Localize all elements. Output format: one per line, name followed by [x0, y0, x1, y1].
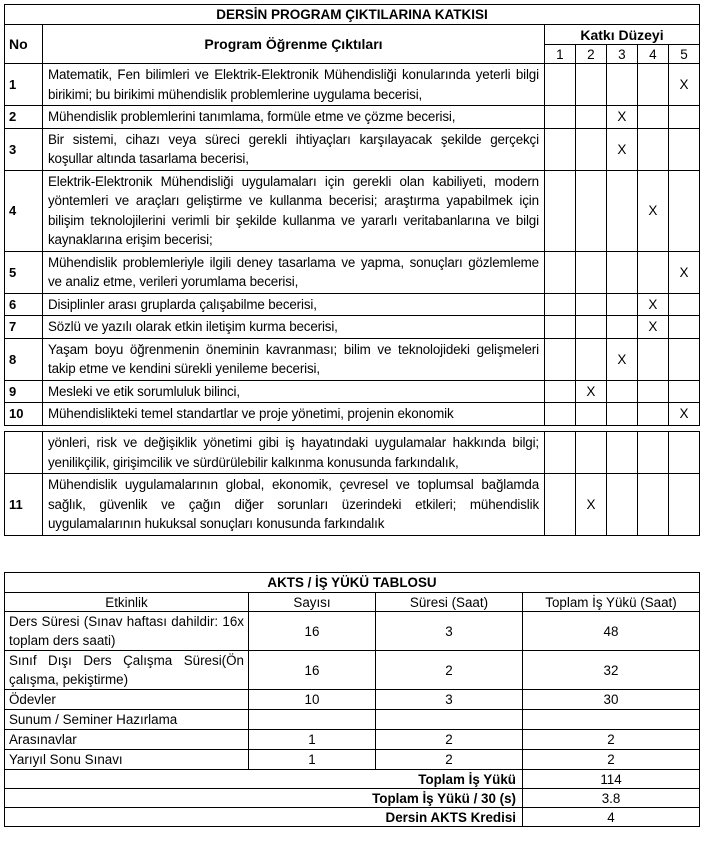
- column-header-duration: Süresi (Saat): [376, 593, 523, 612]
- level-cell-4: [637, 128, 668, 170]
- level-cell-5: [668, 293, 699, 316]
- level-cell-1: [544, 170, 575, 251]
- workload-table-title: AKTS / İŞ YÜKÜ TABLOSU: [5, 573, 700, 593]
- table-row: [5, 750, 700, 770]
- summary-label: Toplam İş Yükü / 30 (s): [5, 789, 523, 808]
- table-row: [5, 338, 700, 380]
- outcome-text: yönleri, risk ve değişiklik yönetimi gibi iş hayatındaki uygulamalar hakkında bilgi; yenilikçilik, girişimcilik ve sürdürülebilir kalkınma konusunda farkındalık,: [43, 432, 545, 474]
- level-cell-2: [575, 403, 606, 426]
- activity-cell: Ödevler: [5, 690, 249, 710]
- outcome-number: 10: [5, 403, 43, 426]
- outcome-number: 4: [5, 170, 43, 251]
- table-row: [5, 128, 700, 170]
- duration-cell: 3: [376, 612, 523, 651]
- activity-cell: Sunum / Seminer Hazırlama: [5, 710, 249, 730]
- level-cell-4: [637, 293, 668, 316]
- outcome-text: Mühendislik problemleriyle ilgili deney tasarlama ve yapma, sonuçları gözlemleme ve analiz etme, verileri yorumlama becerisi,: [43, 251, 545, 293]
- level-cell-1: [544, 338, 575, 380]
- contribution-mark: X: [617, 141, 627, 157]
- level-cell-4: [637, 380, 668, 403]
- level-cell-1: [544, 128, 575, 170]
- count-cell: 10: [249, 690, 376, 710]
- outcome-text: Elektrik-Elektronik Mühendisliği uygulamaları için gerekli olan kabiliyeti, modern yöntemleri ve araçları geliştirme ve kullanma becerisi; araştırma yapabilmek için bilişim teknolojilerini verimli bir şekilde kullanma ve yararlı veritabanlarına ve bilgi kaynaklarına erişim becerisi;: [43, 170, 545, 251]
- outcome-text: Sözlü ve yazılı olarak etkin iletişim kurma becerisi,: [43, 316, 545, 339]
- summary-label: Toplam İş Yükü: [5, 770, 523, 789]
- summary-row: [5, 808, 700, 827]
- contribution-mark: X: [648, 319, 658, 335]
- duration-cell: 2: [376, 750, 523, 770]
- level-cell-2: [575, 316, 606, 339]
- column-header-total: Toplam İş Yükü (Saat): [523, 593, 700, 612]
- summary-value: 4: [523, 808, 700, 827]
- count-cell: 16: [249, 651, 376, 690]
- outcome-text: Mühendislikteki temel standartlar ve proje yönetimi, projenin ekonomik: [43, 403, 545, 426]
- duration-cell: 2: [376, 730, 523, 750]
- level-cell-5: [669, 474, 700, 536]
- total-cell: [523, 710, 700, 730]
- level-cell-1: [544, 380, 575, 403]
- level-cell-1: [544, 106, 575, 129]
- contribution-mark: X: [617, 351, 627, 367]
- level-header-4: 4: [637, 45, 668, 64]
- level-header-3: 3: [606, 45, 637, 64]
- level-header-1: 1: [544, 45, 575, 64]
- level-cell-2: [575, 338, 606, 380]
- table-row: [5, 432, 700, 474]
- level-cell-5: [668, 106, 699, 129]
- level-cell-1: [544, 251, 575, 293]
- outcome-number: 7: [5, 316, 43, 339]
- level-cell-2: [575, 380, 606, 403]
- level-cell-5: [668, 380, 699, 403]
- level-cell-3: [606, 64, 637, 106]
- table-row: [5, 293, 700, 316]
- contribution-mark: X: [679, 264, 689, 280]
- level-cell-3: [606, 403, 637, 426]
- activity-cell: Sınıf Dışı Ders Çalışma Süresi(Ön çalışma, pekiştirme): [5, 651, 249, 690]
- summary-row: [5, 770, 700, 789]
- level-cell-2: [575, 128, 606, 170]
- column-header-contribution-level: Katkı Düzeyi: [544, 25, 699, 45]
- level-cell-2: [575, 106, 606, 129]
- program-outcomes-table: [4, 4, 700, 426]
- table-row: [5, 612, 700, 651]
- outcome-number: 2: [5, 106, 43, 129]
- level-cell-3: [606, 128, 637, 170]
- level-cell-4: [637, 403, 668, 426]
- count-cell: [249, 710, 376, 730]
- count-cell: 16: [249, 612, 376, 651]
- program-outcomes-table-continued: [4, 431, 700, 536]
- level-cell-5: [668, 403, 699, 426]
- table-row: [5, 170, 700, 251]
- table-row: [5, 730, 700, 750]
- level-header-2: 2: [575, 45, 606, 64]
- table-row: [5, 316, 700, 339]
- total-cell: 2: [523, 730, 700, 750]
- outcome-text: Matematik, Fen bilimleri ve Elektrik-Elektronik Mühendisliği konularında yeterli bilgi birikimi; bu birikimi mühendislik problemlerine uygulama becerisi,: [43, 64, 545, 106]
- level-cell-1: [544, 293, 575, 316]
- level-cell-3: [606, 106, 637, 129]
- level-cell-2: [575, 64, 606, 106]
- level-cell-3: [606, 338, 637, 380]
- level-cell-4: [638, 474, 669, 536]
- level-cell-4: [637, 170, 668, 251]
- level-cell-2: [575, 170, 606, 251]
- outcome-number: 11: [5, 474, 43, 536]
- summary-value: 114: [523, 770, 700, 789]
- level-cell-4: [637, 338, 668, 380]
- duration-cell: 3: [376, 690, 523, 710]
- table-row: [5, 474, 700, 536]
- count-cell: 1: [249, 730, 376, 750]
- outcome-text: Disiplinler arası gruplarda çalışabilme becerisi,: [43, 293, 545, 316]
- level-cell-5: [669, 432, 700, 474]
- outcome-number: 9: [5, 380, 43, 403]
- outcome-number: 5: [5, 251, 43, 293]
- outcome-number: 1: [5, 64, 43, 106]
- outcome-number: [5, 432, 43, 474]
- column-header-count: Sayısı: [249, 593, 376, 612]
- table-row: [5, 64, 700, 106]
- level-cell-2: [575, 251, 606, 293]
- outcome-number: 8: [5, 338, 43, 380]
- level-header-5: 5: [668, 45, 699, 64]
- outcome-text: Mesleki ve etik sorumluluk bilinci,: [43, 380, 545, 403]
- table-row: [5, 106, 700, 129]
- total-cell: 32: [523, 651, 700, 690]
- summary-label: Dersin AKTS Kredisi: [5, 808, 523, 827]
- level-cell-5: [668, 316, 699, 339]
- outcome-number: 3: [5, 128, 43, 170]
- total-cell: 30: [523, 690, 700, 710]
- level-cell-5: [668, 64, 699, 106]
- level-cell-3: [607, 474, 638, 536]
- workload-table: [4, 572, 700, 827]
- table-row: [5, 403, 700, 426]
- level-cell-1: [544, 316, 575, 339]
- level-cell-2: [576, 474, 607, 536]
- activity-cell: Ders Süresi (Sınav haftası dahildir: 16x toplam ders saati): [5, 612, 249, 651]
- contribution-mark: X: [586, 496, 596, 512]
- level-cell-4: [637, 251, 668, 293]
- duration-cell: [376, 710, 523, 730]
- summary-value: 3.8: [523, 789, 700, 808]
- table-row: [5, 690, 700, 710]
- level-cell-3: [606, 380, 637, 403]
- level-cell-3: [606, 316, 637, 339]
- level-cell-3: [606, 293, 637, 316]
- contribution-mark: X: [617, 109, 627, 125]
- summary-row: [5, 789, 700, 808]
- column-header-no: No: [5, 25, 43, 64]
- level-cell-4: [637, 64, 668, 106]
- level-cell-3: [606, 251, 637, 293]
- table-row: [5, 251, 700, 293]
- table-row: [5, 380, 700, 403]
- level-cell-5: [668, 170, 699, 251]
- level-cell-1: [544, 64, 575, 106]
- level-cell-5: [668, 338, 699, 380]
- level-cell-5: [668, 128, 699, 170]
- total-cell: 48: [523, 612, 700, 651]
- count-cell: 1: [249, 750, 376, 770]
- level-cell-4: [638, 432, 669, 474]
- level-cell-2: [575, 293, 606, 316]
- level-cell-1: [545, 474, 576, 536]
- outcomes-table-title: DERSİN PROGRAM ÇIKTILARINA KATKISI: [5, 5, 700, 25]
- column-header-outcomes: Program Öğrenme Çıktıları: [43, 25, 545, 64]
- outcome-text: Mühendislik problemlerini tanımlama, formüle etme ve çözme becerisi,: [43, 106, 545, 129]
- outcome-text: Yaşam boyu öğrenmenin öneminin kavranması; bilim ve teknolojideki gelişmeleri takip etme ve kendini sürekli yenileme becerisi,: [43, 338, 545, 380]
- table-row: [5, 710, 700, 730]
- activity-cell: Arasınavlar: [5, 730, 249, 750]
- contribution-mark: X: [679, 406, 689, 422]
- level-cell-3: [607, 432, 638, 474]
- contribution-mark: X: [648, 296, 658, 312]
- level-cell-4: [637, 316, 668, 339]
- column-header-activity: Etkinlik: [5, 593, 249, 612]
- outcome-number: 6: [5, 293, 43, 316]
- duration-cell: 2: [376, 651, 523, 690]
- level-cell-3: [606, 170, 637, 251]
- level-cell-4: [637, 106, 668, 129]
- outcome-text: Bir sistemi, cihazı veya süreci gerekli ihtiyaçları karşılayacak şekilde gerçekçi koşullar altında tasarlama becerisi,: [43, 128, 545, 170]
- level-cell-2: [576, 432, 607, 474]
- contribution-mark: X: [679, 77, 689, 92]
- level-cell-5: [668, 251, 699, 293]
- contribution-mark: X: [586, 383, 596, 399]
- level-cell-1: [544, 403, 575, 426]
- level-cell-1: [545, 432, 576, 474]
- table-row: [5, 651, 700, 690]
- contribution-mark: X: [648, 203, 658, 218]
- total-cell: 2: [523, 750, 700, 770]
- outcome-text: Mühendislik uygulamalarının global, ekonomik, çevresel ve toplumsal bağlamda sağlık, güvenlik ve çağın diğer sorunları üzerindeki etkileri; mühendislik uygulamalarının hukuksal sonuçları konusunda farkındalık: [43, 474, 545, 536]
- activity-cell: Yarıyıl Sonu Sınavı: [5, 750, 249, 770]
